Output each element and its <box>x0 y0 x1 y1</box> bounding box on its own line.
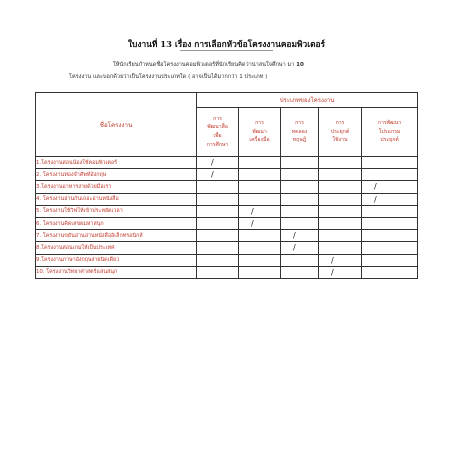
category-header-line: พัฒนา <box>252 128 267 135</box>
check-cell <box>239 266 281 278</box>
check-cell <box>281 193 319 205</box>
project-name-cell: 1.โครงงานสอนน้องใช้คอมพิวเตอร์ <box>36 157 197 169</box>
check-cell <box>197 217 239 229</box>
check-mark: / <box>293 231 296 241</box>
category-header-line: การพัฒนา <box>377 120 402 127</box>
check-cell <box>319 217 362 229</box>
project-classification-table <box>35 92 418 279</box>
check-cell <box>239 217 281 229</box>
check-mark: / <box>251 218 254 228</box>
check-cell <box>239 254 281 266</box>
category-header-line: ทดลอง <box>291 128 308 135</box>
category-header-line: เครื่องมือ <box>249 137 270 144</box>
category-header-4 <box>319 108 362 157</box>
check-cell <box>239 230 281 242</box>
category-header-1 <box>197 108 239 157</box>
check-cell <box>319 157 362 169</box>
check-mark: / <box>251 206 254 216</box>
check-cell <box>281 266 319 278</box>
category-header-line: การ <box>335 120 345 127</box>
table-row <box>36 157 418 169</box>
title-underline <box>180 50 273 51</box>
project-name-cell: 6. โครงงานคิดเลขผมหาสนุก <box>36 217 197 229</box>
project-name-cell: 2. โครงงานท่องจำศัพท์อังกฤษ <box>36 169 197 181</box>
check-cell <box>281 157 319 169</box>
check-cell <box>362 242 418 254</box>
check-cell <box>362 169 418 181</box>
check-cell <box>197 193 239 205</box>
category-header-line: ทฤษฎี <box>292 137 307 144</box>
check-cell <box>197 157 239 169</box>
category-header-line: พัฒนาสื่อ <box>207 124 228 131</box>
check-cell <box>239 205 281 217</box>
check-cell <box>319 193 362 205</box>
check-cell <box>362 230 418 242</box>
project-name-cell: 8.โครงงานสอนเกมให้เป็นประเทศ <box>36 242 197 254</box>
category-header-line: ใช้งาน <box>332 137 348 144</box>
table-row <box>36 217 418 229</box>
check-cell <box>362 266 418 278</box>
project-name-cell: 3.โครงงานอาหารง่ายด้วยมือเรา <box>36 181 197 193</box>
check-cell <box>197 242 239 254</box>
category-header-line: เพื่อ <box>213 133 222 139</box>
category-header-line: โปรแกรม <box>378 128 401 135</box>
category-header-line: การ <box>295 120 304 127</box>
table-row <box>36 266 418 278</box>
check-cell <box>239 181 281 193</box>
check-cell <box>281 181 319 193</box>
check-cell <box>239 157 281 169</box>
worksheet-title: ใบงานที่ 13 เรื่อง การเลือกหัวข้อโครงงานคอมพิวเตอร์ <box>127 39 326 49</box>
check-mark: / <box>211 170 214 180</box>
check-mark: / <box>331 267 334 277</box>
check-cell <box>362 217 418 229</box>
category-header-line: การ <box>255 120 264 127</box>
instruction-text: ให้นักเรียนกำหนดชื่อโครงงานคอมพิวเตอร์ที่นักเรียนคิดว่าน่าสนใจศึกษา มา <box>113 62 297 68</box>
category-header-line: ประยุกต์ <box>330 128 350 135</box>
check-cell <box>362 181 418 193</box>
table-row <box>36 230 418 242</box>
check-cell <box>319 242 362 254</box>
check-cell <box>319 181 362 193</box>
check-mark: / <box>374 182 377 192</box>
check-cell <box>281 254 319 266</box>
project-name-cell: 4. โครงงานอ่านกันเถอะอ่านหนังสือ <box>36 193 197 205</box>
check-cell <box>319 205 362 217</box>
check-cell <box>319 169 362 181</box>
check-cell <box>362 157 418 169</box>
category-header-line: การศึกษา <box>206 141 229 148</box>
check-cell <box>281 169 319 181</box>
check-cell <box>239 169 281 181</box>
check-cell <box>319 266 362 278</box>
check-cell <box>239 193 281 205</box>
project-name-cell: 9.โครงงานภาษาอังกฤษง่ายนิดเดียว <box>36 254 197 266</box>
check-cell <box>362 193 418 205</box>
check-cell <box>239 242 281 254</box>
table-row <box>36 254 418 266</box>
project-name-cell: 10. โครงงานวิทยาศาสตร์แสนสนุก <box>36 266 197 278</box>
project-name-header: ชื่อโครงงาน <box>36 93 197 157</box>
check-cell <box>281 217 319 229</box>
check-mark: / <box>331 255 334 265</box>
instruction-count: 10 <box>296 62 304 68</box>
table-row <box>36 205 418 217</box>
project-name-cell: 5. โครงงานใช้วิฟให้เข้าประหยัดเวลา <box>36 205 197 217</box>
check-mark: / <box>211 158 214 167</box>
check-cell <box>281 205 319 217</box>
check-mark: / <box>293 243 296 253</box>
table-row <box>36 181 418 193</box>
category-header-5 <box>362 108 418 157</box>
check-cell <box>197 230 239 242</box>
check-cell <box>197 181 239 193</box>
check-cell <box>362 205 418 217</box>
check-cell <box>197 266 239 278</box>
check-cell <box>197 169 239 181</box>
check-cell <box>362 254 418 266</box>
check-cell <box>281 230 319 242</box>
check-mark: / <box>374 194 377 204</box>
category-header-line: ประยุกต์ <box>380 137 399 144</box>
instruction-line-1 <box>113 61 304 69</box>
check-cell <box>197 205 239 217</box>
instruction-line-2: โครงงาน และบอกด้วยว่าเป็นโครงงานประเภทใด ( อาจเป็นได้มากกว่า 1 ประเภท ) <box>69 74 268 80</box>
table-row <box>36 242 418 254</box>
table-row <box>36 169 418 181</box>
check-cell <box>197 254 239 266</box>
table-row <box>36 193 418 205</box>
project-name-cell: 7. โครงงานขยันอ่านอ่านหนังสืออิเล็กทรอนิกส์ <box>36 230 197 242</box>
check-cell <box>319 230 362 242</box>
category-header-3 <box>281 108 319 157</box>
category-header-2 <box>239 108 281 157</box>
category-header-line: การ <box>213 115 222 122</box>
check-cell <box>319 254 362 266</box>
project-type-header: ประเภทของโครงงาน <box>197 93 418 108</box>
check-cell <box>281 242 319 254</box>
